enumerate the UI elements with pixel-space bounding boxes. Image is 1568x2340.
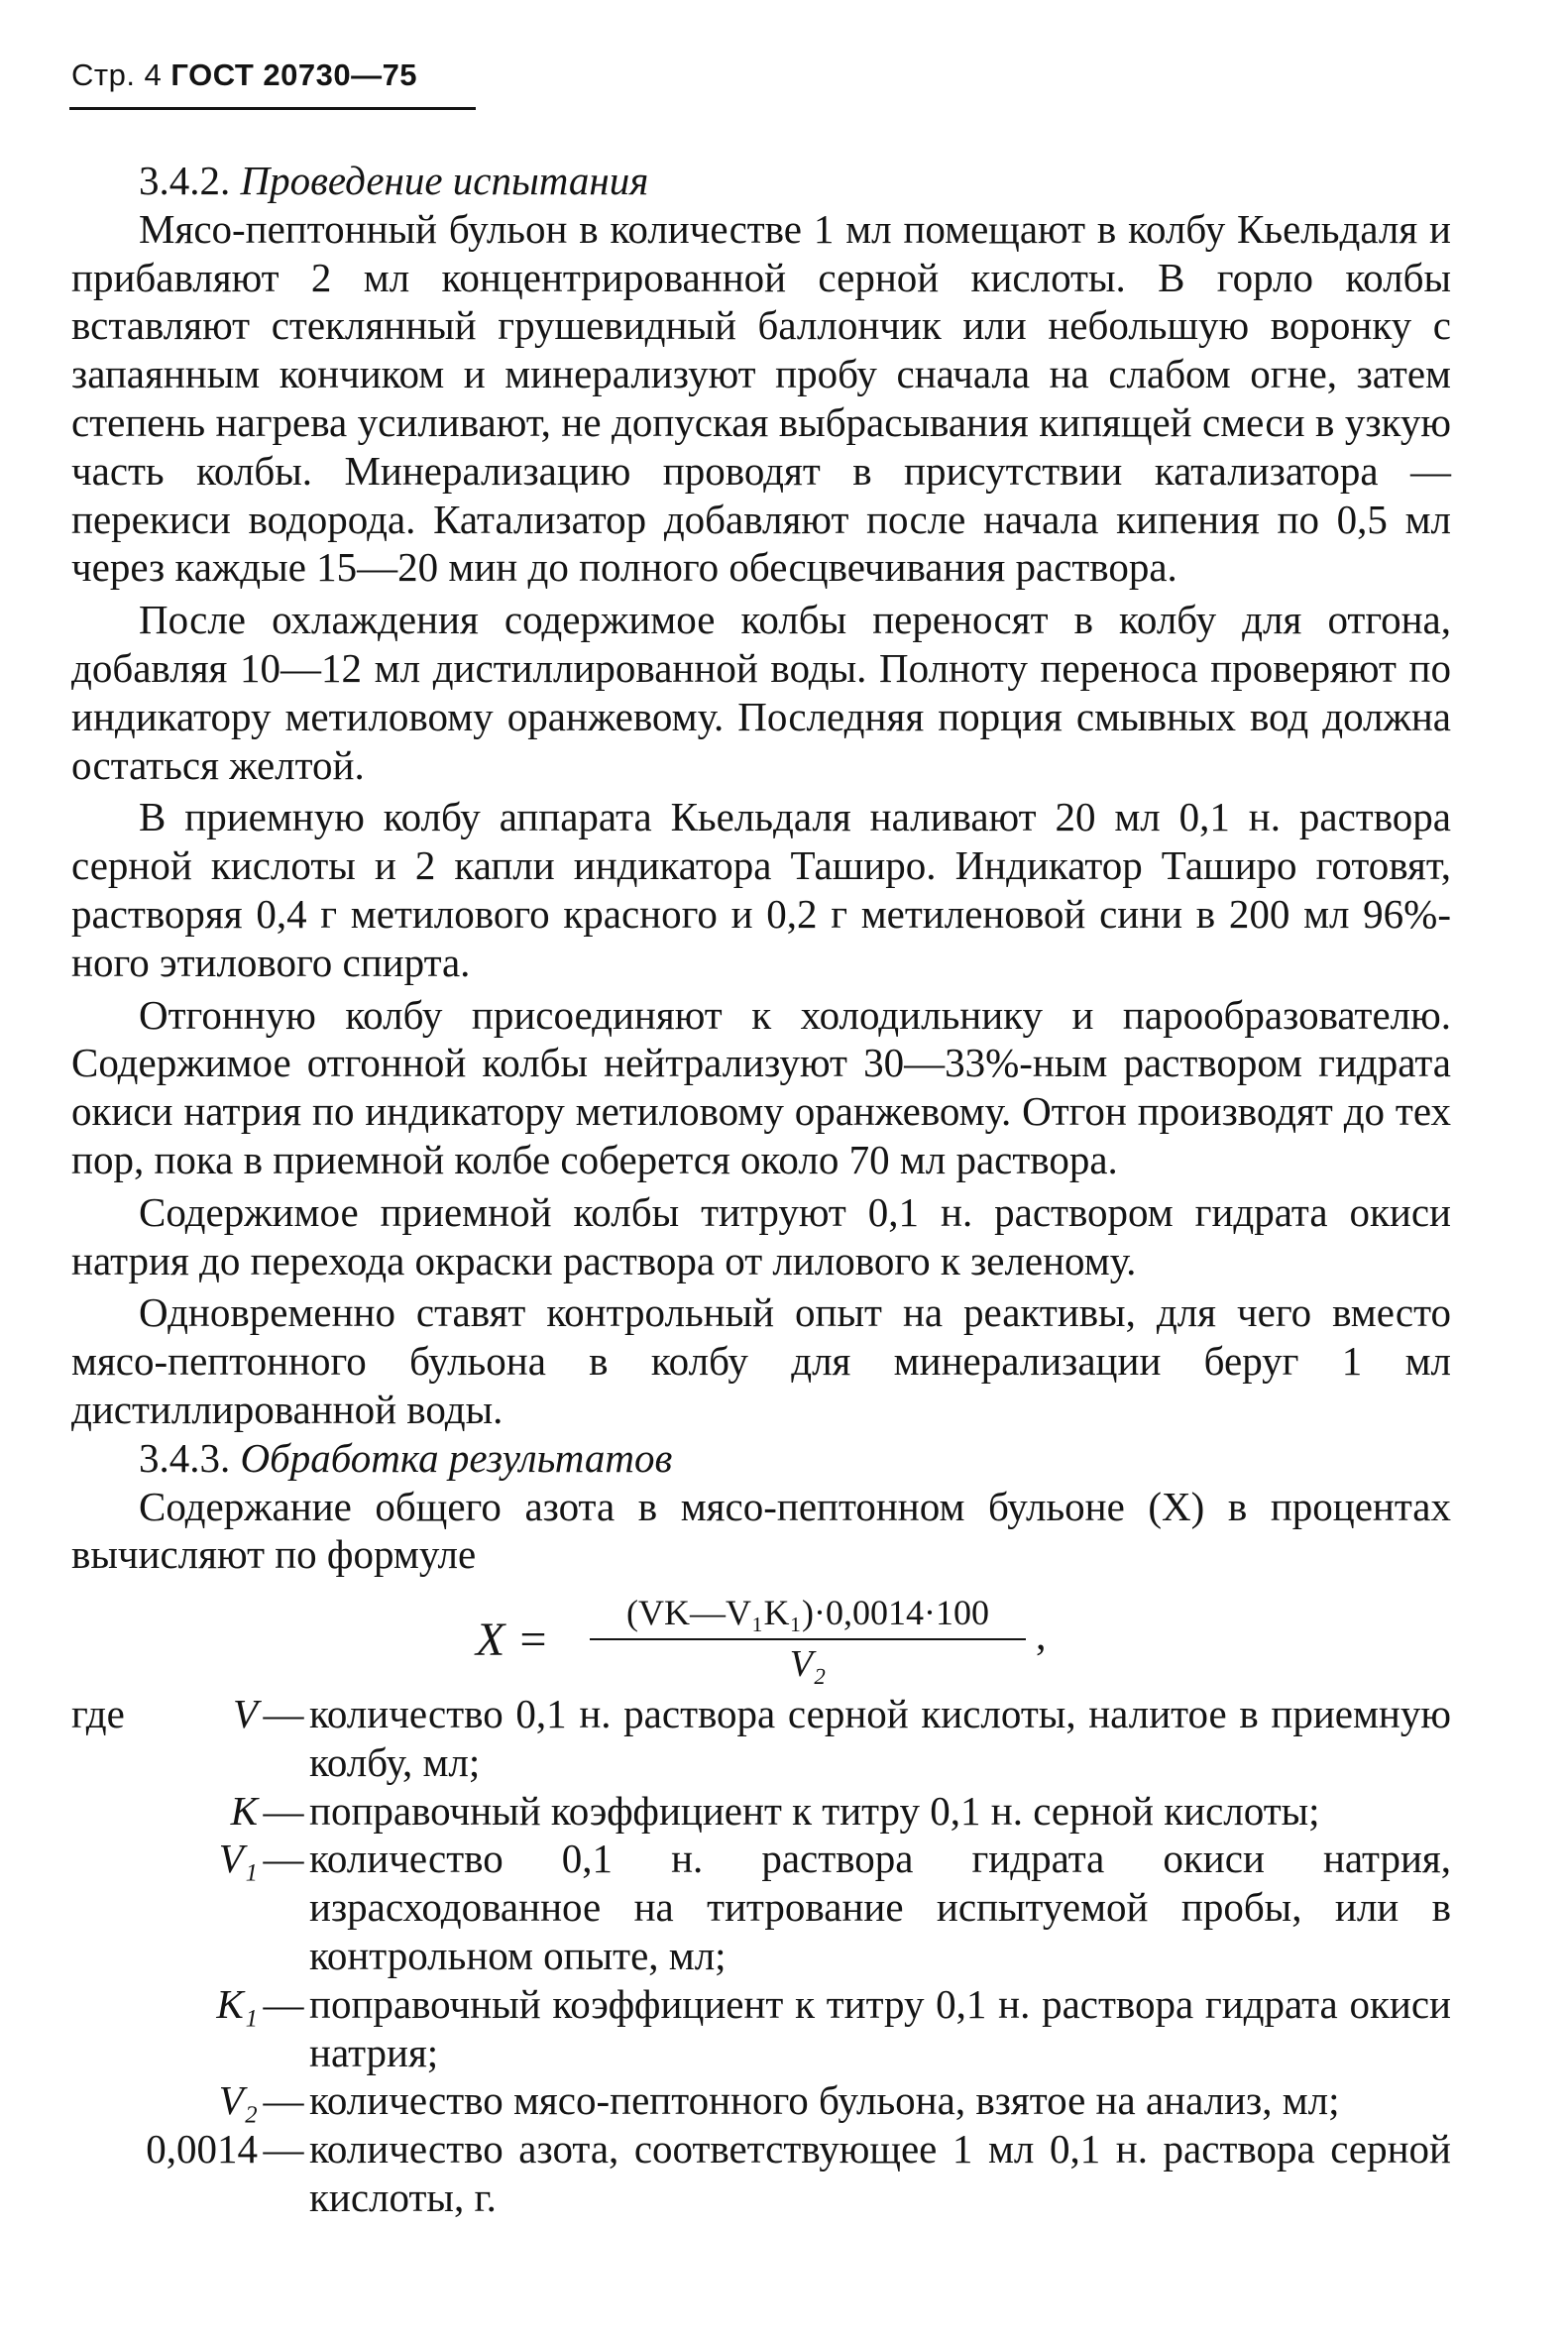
formula-lhs: X =: [476, 1614, 549, 1666]
page-label: Стр. 4: [71, 57, 163, 92]
definition-symbol: V₂: [218, 2077, 258, 2124]
variable-definitions: [71, 1690, 1451, 2222]
section-number: 3.4.3.: [139, 1434, 231, 1481]
standard-number: ГОСТ 20730—75: [170, 57, 418, 92]
definition-dash: —: [263, 2077, 304, 2124]
definition-row: [71, 2076, 1451, 2125]
definition-row: [71, 1835, 1451, 1979]
section-title: Обработка результатов: [240, 1434, 673, 1481]
paragraph: Одновременно ставят контрольный опыт на реактивы, для чего вместо мясо-пептонного бульона в колбу для минерализации беруг 1 мл дистиллированной воды.: [71, 1289, 1451, 1432]
paragraph: Содержимое приемной колбы титруют 0,1 н. раствором гидрата окиси натрия до перехода окраски раствора от лилового к зеленому.: [71, 1188, 1451, 1283]
definition-text: количество мясо-пептонного бульона, взятое на анализ, мл;: [309, 2077, 1340, 2124]
definition-symbol: V: [232, 1691, 258, 1736]
formula-fraction: [590, 1591, 1026, 1686]
definition-row: [71, 1787, 1451, 1836]
paragraph: Мясо-пептонный бульон в количестве 1 мл помещают в колбу Кьельдаля и прибавляют 2 мл концентрированной серной кислоты. В горло колбы вставляют стеклянный грушевидный баллончик или небольшую воронку с запаянным кончиком и минерализуют пробу сначала на слабом огне, затем степень нагрева усиливают, не допуская выбрасывания кипящей смеси в узкую часть колбы. Минерализацию проводят в присутствии катализатора — перекиси водорода. Катализатор добавляют после начала кипения по 0,5 мл через каждые 15—20 мин до полного обесцвечивания раствора.: [71, 205, 1451, 591]
formula-intro: Содержание общего азота в мясо-пептонном бульоне (X) в процентах вычисляют по формуле: [71, 1483, 1451, 1578]
where-word: где: [71, 1691, 125, 1736]
paragraph: Отгонную колбу присоединяют к холодильнику и парообразователю. Содержимое отгонной колбы нейтрализуют 30—33%-ным раствором гидрата окиси натрия по индикатору метиловому оранжевому. Отгон производят до тех пор, пока в приемной колбе соберется около 70 мл раствора.: [71, 991, 1451, 1182]
definition-text: поправочный коэффициент к титру 0,1 н. раствора гидрата окиси натрия;: [309, 1980, 1451, 2075]
definition-row: [71, 1980, 1451, 2077]
definition-symbol: K₁: [216, 1980, 258, 2027]
section-number: 3.4.2.: [139, 158, 231, 203]
definition-row: [71, 1690, 1451, 1787]
definition-dash: —: [263, 1836, 304, 1882]
definition-dash: —: [263, 1787, 304, 1834]
definition-text: количество 0,1 н. раствора серной кислоты, налитое в приемную колбу, мл;: [309, 1691, 1451, 1785]
formula-numerator: (VK—V₁K₁)·0,0014·100: [625, 1593, 990, 1632]
definition-text: количество 0,1 н. раствора гидрата окиси натрия, израсходованное на титрование испытуемой пробы, или в контрольном опыте, мл;: [309, 1836, 1451, 1978]
formula-denominator: V₂: [789, 1643, 827, 1685]
running-header: [71, 57, 417, 93]
definition-dash: —: [263, 1980, 304, 2027]
body-text: [71, 157, 1451, 1579]
definition-dash: —: [263, 2126, 304, 2173]
paragraph: В приемную колбу аппарата Кьельдаля наливают 20 мл 0,1 н. раствора серной кислоты и 2 капли индикатора Таширо. Индикатор Таширо готовят, растворяя 0,4 г метилового красного и 0,2 г метиленовой сини в 200 мл 96%-ного этилового спирта.: [71, 794, 1451, 985]
definition-text: количество азота, соответствующее 1 мл 0,1 н. раствора серной кислоты, г.: [309, 2126, 1451, 2220]
definition-symbol: V₁: [218, 1836, 258, 1882]
section-title: Проведение испытания: [240, 158, 649, 203]
definition-symbol: 0,0014: [146, 2126, 258, 2173]
header-rule: [69, 107, 476, 110]
section-heading-procedure: [71, 157, 1451, 205]
fraction-bar: [590, 1638, 1026, 1640]
section-heading-results: [71, 1434, 1451, 1483]
paragraph: После охлаждения содержимое колбы переносят в колбу для отгона, добавляя 10—12 мл дистиллированной воды. Полноту переноса проверяют по индикатору метиловому оранжевому. Последняя порция смывных вод должна остаться желтой.: [71, 597, 1451, 788]
definition-text: поправочный коэффициент к титру 0,1 н. серной кислоты;: [309, 1787, 1320, 1834]
definition-symbol: K: [230, 1787, 258, 1834]
formula-comma: ,: [1036, 1614, 1047, 1659]
definition-row: [71, 2125, 1451, 2222]
definition-dash: —: [263, 1691, 304, 1736]
